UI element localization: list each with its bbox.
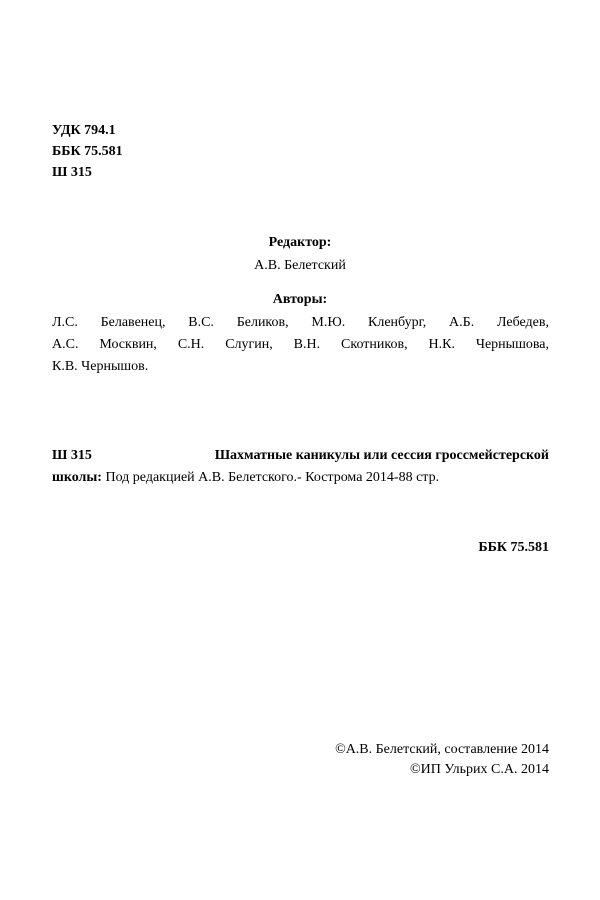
- bbk-footer-code: ББК 75.581: [478, 540, 549, 555]
- authors-line: Л.С. Белавенец, В.С. Беликов, М.Ю. Кленбург, А.Б. Лебедев,: [52, 315, 549, 330]
- description-details: Под редакцией А.В. Белетского.- Кострома 2014-88 стр.: [101, 470, 440, 485]
- classification-block: [52, 120, 123, 183]
- copyright-block: [335, 740, 549, 780]
- authors-line: К.В. Чернышов.: [52, 359, 149, 374]
- description-details-line: [52, 467, 549, 489]
- authors-heading: Авторы:: [272, 292, 328, 307]
- copyright-publisher: ©ИП Ульрих С.А. 2014: [409, 762, 549, 777]
- description-title-part2: школы:: [52, 470, 102, 485]
- authors-list: [52, 312, 549, 378]
- description-title-line: [52, 445, 549, 467]
- description-title-part1: Шахматные каникулы или сессия гроссмейстерской: [214, 448, 549, 463]
- udk-code: УДК 794.1: [52, 123, 116, 138]
- authors-line: А.С. Москвин, С.Н. Слугин, В.Н. Скотников, Н.К. Чернышова,: [52, 337, 549, 352]
- copyright-compiler: ©А.В. Белетский, составление 2014: [335, 742, 549, 757]
- bbk-code: ББК 75.581: [52, 144, 123, 159]
- description-code: Ш 315: [52, 448, 92, 463]
- bibliographic-description: [52, 445, 549, 489]
- editor-name: А.В. Белетский: [254, 258, 346, 273]
- editor-heading: Редактор:: [268, 235, 332, 250]
- author-mark-code: Ш 315: [52, 165, 92, 180]
